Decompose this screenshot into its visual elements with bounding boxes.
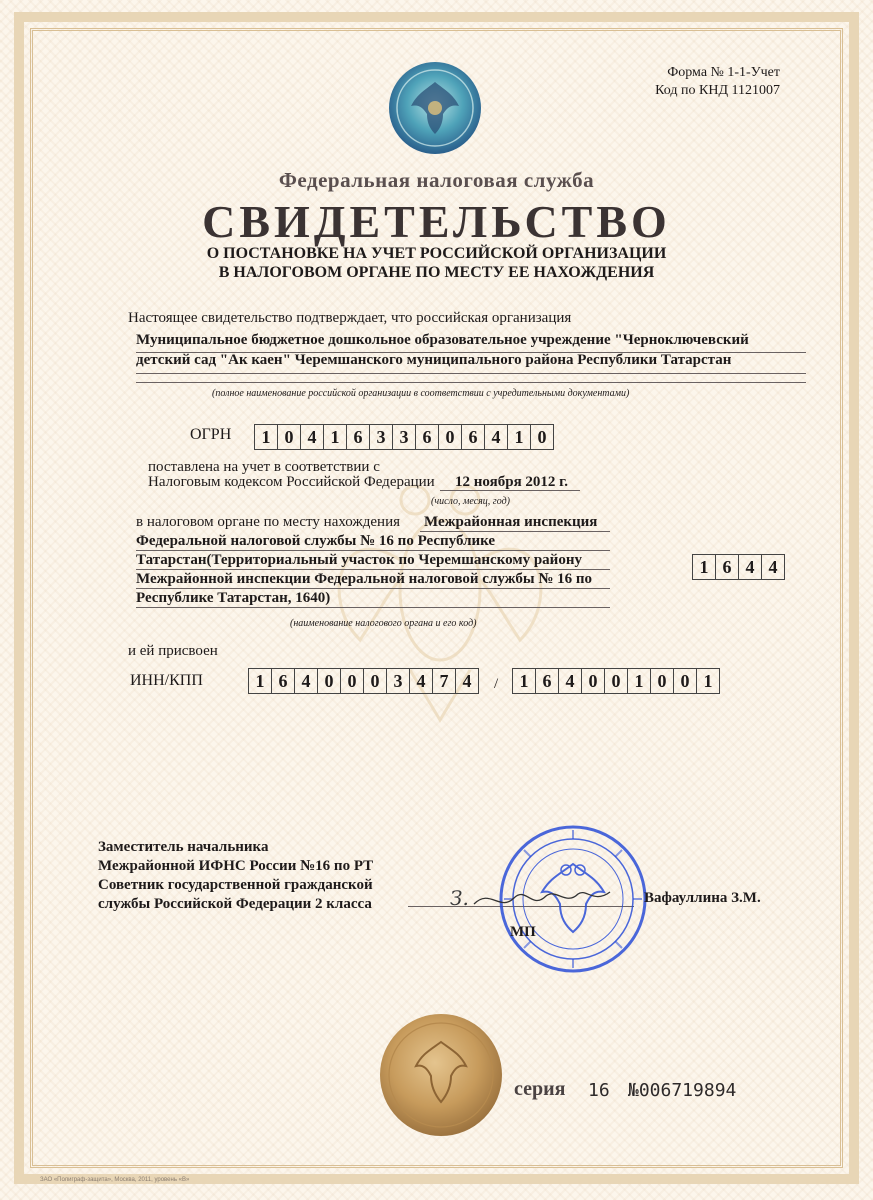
printer-note: ЗАО «Полиграф-защита», Москва, 2011, уровень «В» (40, 1177, 190, 1183)
underline (136, 550, 610, 551)
digit-cell: 1 (324, 425, 347, 449)
kpp-digit-boxes (512, 668, 720, 694)
inn-kpp-separator: / (494, 676, 499, 692)
digit-cell: 0 (439, 425, 462, 449)
subtitle-line-1: О ПОСТАНОВКЕ НА УЧЕТ РОССИЙСКОЙ ОРГАНИЗАЦИИ (206, 245, 667, 262)
digit-cell: 1 (703, 671, 713, 691)
form-number: Форма № 1-1-Учет (667, 65, 780, 80)
digit-cell: 0 (674, 669, 697, 693)
digit-cell: 4 (301, 425, 324, 449)
underline (136, 607, 610, 608)
tax-authority-code-boxes (692, 554, 785, 580)
signatory-title (98, 838, 373, 914)
underline (420, 531, 610, 532)
ogrn-label: ОГРН (190, 426, 232, 443)
digit-cell: 0 (537, 427, 547, 447)
tax-authority-line-2: Федеральной налоговой службы № 16 по Республике (136, 533, 496, 549)
digit-cell: 3 (387, 669, 410, 693)
digit-cell: 3 (393, 425, 416, 449)
digit-cell: 0 (605, 669, 628, 693)
tax-authority-intro: в налоговом органе по месту нахождения (136, 514, 401, 530)
digit-cell: 0 (341, 669, 364, 693)
signature: З. (450, 886, 469, 910)
assigned-label: и ей присвоен (128, 643, 218, 659)
digit-cell: 4 (559, 669, 582, 693)
gold-seal-icon (378, 1012, 504, 1138)
digit-cell: 4 (462, 671, 472, 691)
form-number-block (655, 64, 780, 100)
digit-cell: 6 (716, 555, 739, 579)
digit-cell: 6 (416, 425, 439, 449)
digit-cell: 4 (485, 425, 508, 449)
underline (136, 569, 610, 570)
date-caption: (число, месяц, год) (431, 496, 510, 507)
underline (136, 588, 610, 589)
confirmation-intro: Настоящее свидетельство подтверждает, что российская организация (128, 310, 572, 326)
stamp-mark: МП (510, 924, 536, 940)
document-title: СВИДЕТЕЛЬСТВО (202, 196, 671, 247)
digit-cell: 0 (278, 425, 301, 449)
inn-digit-boxes (248, 668, 479, 694)
digit-cell: 0 (364, 669, 387, 693)
subtitle-line-2: В НАЛОГОВОМ ОРГАНЕ ПО МЕСТУ ЕЕ НАХОЖДЕНИЯ (218, 264, 655, 281)
signatory-line-4: службы Российской Федерации 2 класса (98, 896, 372, 912)
digit-cell: 1 (508, 425, 531, 449)
underline (136, 352, 806, 353)
underline (136, 373, 806, 374)
digit-cell: 4 (768, 557, 778, 577)
digit-cell: 0 (651, 669, 674, 693)
digit-cell: 1 (693, 555, 716, 579)
digit-cell: 4 (295, 669, 318, 693)
registration-date: 12 ноября 2012 г. (455, 474, 569, 490)
digit-cell: 0 (318, 669, 341, 693)
digit-cell: 6 (272, 669, 295, 693)
organization-name (136, 330, 806, 370)
inn-kpp-label: ИНН/КПП (130, 672, 203, 689)
tax-authority-caption: (наименование налогового органа и его код) (290, 618, 477, 629)
signature-scribble-icon (470, 884, 620, 914)
digit-cell: 4 (410, 669, 433, 693)
registration-line-2: Налоговым кодексом Российской Федерации (148, 474, 435, 490)
tax-authority-line-5: Республике Татарстан, 1640) (136, 590, 331, 606)
serial-number: №006719894 (628, 1080, 737, 1101)
tax-authority-line-3: Татарстан(Территориальный участок по Черемшанскому району (136, 552, 582, 568)
registration-line-1: поставлена на учет в соответствии с (148, 459, 380, 475)
service-name: Федеральная налоговая служба (278, 168, 595, 192)
tax-authority-line-1: Межрайонная инспекция (424, 514, 598, 530)
digit-cell: 3 (370, 425, 393, 449)
underline (440, 490, 580, 491)
digit-cell: 1 (513, 669, 536, 693)
digit-cell: 6 (536, 669, 559, 693)
signatory-name: Вафауллина З.М. (644, 890, 761, 906)
ogrn-digit-boxes (254, 424, 554, 450)
digit-cell: 0 (582, 669, 605, 693)
hologram-emblem-icon (387, 60, 483, 156)
organization-name-line-2: детский сад "Ак каен" Черемшанского муниципального района Республики Татарстан (136, 352, 732, 368)
knd-code: Код по КНД 1121007 (655, 83, 780, 98)
organization-caption: (полное наименование российской организации в соответствии с учредительными документами) (212, 388, 630, 399)
organization-name-line-1: Муниципальное бюджетное дошкольное образовательное учреждение "Черноключевский (136, 332, 749, 348)
tax-authority-line-4: Межрайонной инспекции Федеральной налоговой службы № 16 по (136, 571, 593, 587)
signatory-line-2: Межрайонной ИФНС России №16 по РТ (98, 858, 374, 874)
digit-cell: 1 (249, 669, 272, 693)
signatory-line-1: Заместитель начальника (98, 839, 269, 855)
digit-cell: 1 (255, 425, 278, 449)
series-value: 16 (588, 1080, 610, 1101)
signatory-line-3: Советник государственной гражданской (98, 877, 373, 893)
digit-cell: 4 (739, 555, 762, 579)
series-label: серия (514, 1078, 566, 1100)
digit-cell: 6 (347, 425, 370, 449)
digit-cell: 7 (433, 669, 456, 693)
underline (136, 382, 806, 383)
digit-cell: 6 (462, 425, 485, 449)
digit-cell: 1 (628, 669, 651, 693)
document-subtitle (0, 244, 873, 282)
